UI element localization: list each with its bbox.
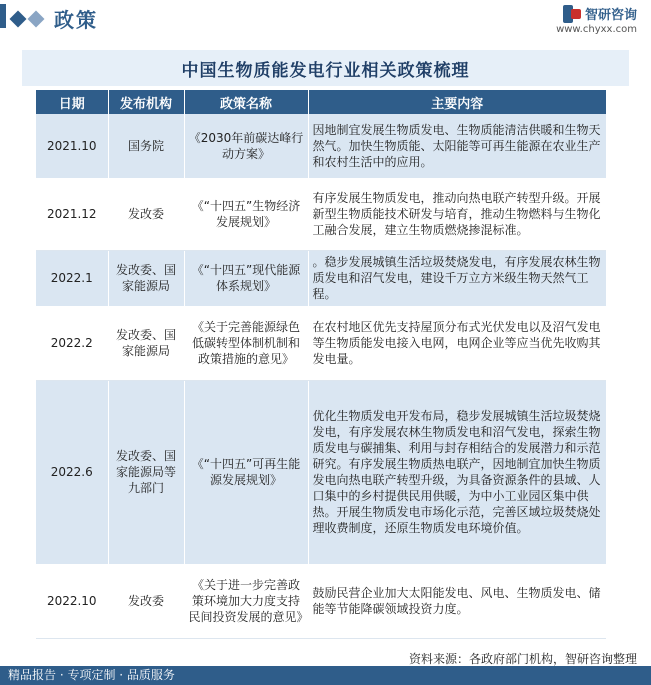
diamond-decoration xyxy=(12,13,48,25)
cell-date: 2022.1 xyxy=(36,250,108,306)
cell-content: 优化生物质发电开发布局，稳步发展城镇生活垃圾焚烧发电，有序发展农林生物质发电和沼气发电，探索生物质发电与碳捕集、利用与封存相结合的发展潜力和示范研究。有序发展生物质热电联产，因地制宜加快生物质发电向热电联产转型升级，为具备资源条件的县域、人口集中的乡村提供民用供暖，为中小工业园区集中供热。开展生物质发电市场化示范，完善区域垃圾焚烧处理收费制度，还原生物质发电环境价值。 xyxy=(308,380,606,564)
source-note: 资料来源：各政府部门机构，智研咨询整理 xyxy=(408,652,637,666)
table-row xyxy=(36,306,606,380)
diamond-icon xyxy=(10,10,27,27)
cell-org: 国务院 xyxy=(108,114,184,178)
cell-date: 2021.10 xyxy=(36,114,108,178)
cell-date: 2022.2 xyxy=(36,306,108,380)
cell-org: 发改委、国家能源局 xyxy=(108,250,184,306)
table-title: 中国生物质能发电行业相关政策梳理 xyxy=(22,50,629,86)
brand-logo xyxy=(556,4,637,35)
cell-policy-name: 《“十四五”可再生能源发展规划》 xyxy=(184,380,308,564)
cell-content: 有序发展生物质发电，推动向热电联产转型升级。开展新型生物质能技术研发与培育，推动生物燃料与生物化工融合发展，建立生物质燃烧掺混标准。 xyxy=(308,178,606,250)
policy-table xyxy=(36,90,606,639)
section-title-group xyxy=(12,4,98,33)
page-header xyxy=(0,0,651,34)
logo-icon xyxy=(563,5,581,23)
footer-slogan: 精品报告 · 专项定制 · 品质服务 xyxy=(8,668,175,682)
cell-content: 鼓励民营企业加大太阳能发电、风电、生物质发电、储能等节能降碳领域投资力度。 xyxy=(308,564,606,638)
column-header-name: 政策名称 xyxy=(184,90,308,114)
table-row xyxy=(36,564,606,638)
cell-policy-name: 《“十四五”生物经济发展规划》 xyxy=(184,178,308,250)
table-row xyxy=(36,380,606,564)
table-row xyxy=(36,114,606,178)
cell-policy-name: 《关于进一步完善政策环境加大力度支持民间投资发展的意见》 xyxy=(184,564,308,638)
footer-bar xyxy=(0,666,651,685)
cell-content: 。稳步发展城镇生活垃圾焚烧发电，有序发展农林生物质发电和沼气发电，建设千万立方米级生物天然气工程。 xyxy=(308,250,606,306)
cell-policy-name: 《关于完善能源绿色低碳转型体制机制和政策措施的意见》 xyxy=(184,306,308,380)
page-footer xyxy=(0,648,651,685)
cell-policy-name: 《2030年前碳达峰行动方案》 xyxy=(184,114,308,178)
cell-org: 发改委、国家能源局 xyxy=(108,306,184,380)
cell-org: 发改委 xyxy=(108,564,184,638)
cell-org: 发改委 xyxy=(108,178,184,250)
table-row xyxy=(36,250,606,306)
logo-url: www.chyxx.com xyxy=(556,24,637,35)
column-header-date: 日期 xyxy=(36,90,108,114)
cell-date: 2021.12 xyxy=(36,178,108,250)
cell-date: 2022.6 xyxy=(36,380,108,564)
page-title: 政策 xyxy=(54,8,98,32)
column-header-content: 主要内容 xyxy=(308,90,606,114)
diamond-icon xyxy=(28,10,45,27)
cell-policy-name: 《“十四五”现代能源体系规划》 xyxy=(184,250,308,306)
table-header-row xyxy=(36,90,606,114)
cell-content: 在农村地区优先支持屋顶分布式光伏发电以及沼气发电等生物质能发电接入电网，电网企业等应当优先收购其发电量。 xyxy=(308,306,606,380)
cell-content: 因地制宜发展生物质发电、生物质能清洁供暖和生物天然气。加快生物质能、太阳能等可再生能源在农业生产和农村生活中的应用。 xyxy=(308,114,606,178)
table-row xyxy=(36,178,606,250)
cell-date: 2022.10 xyxy=(36,564,108,638)
cell-org: 发改委、国家能源局等九部门 xyxy=(108,380,184,564)
logo-name: 智研咨询 xyxy=(584,8,637,23)
column-header-org: 发布机构 xyxy=(108,90,184,114)
header-accent-bar xyxy=(0,4,6,28)
